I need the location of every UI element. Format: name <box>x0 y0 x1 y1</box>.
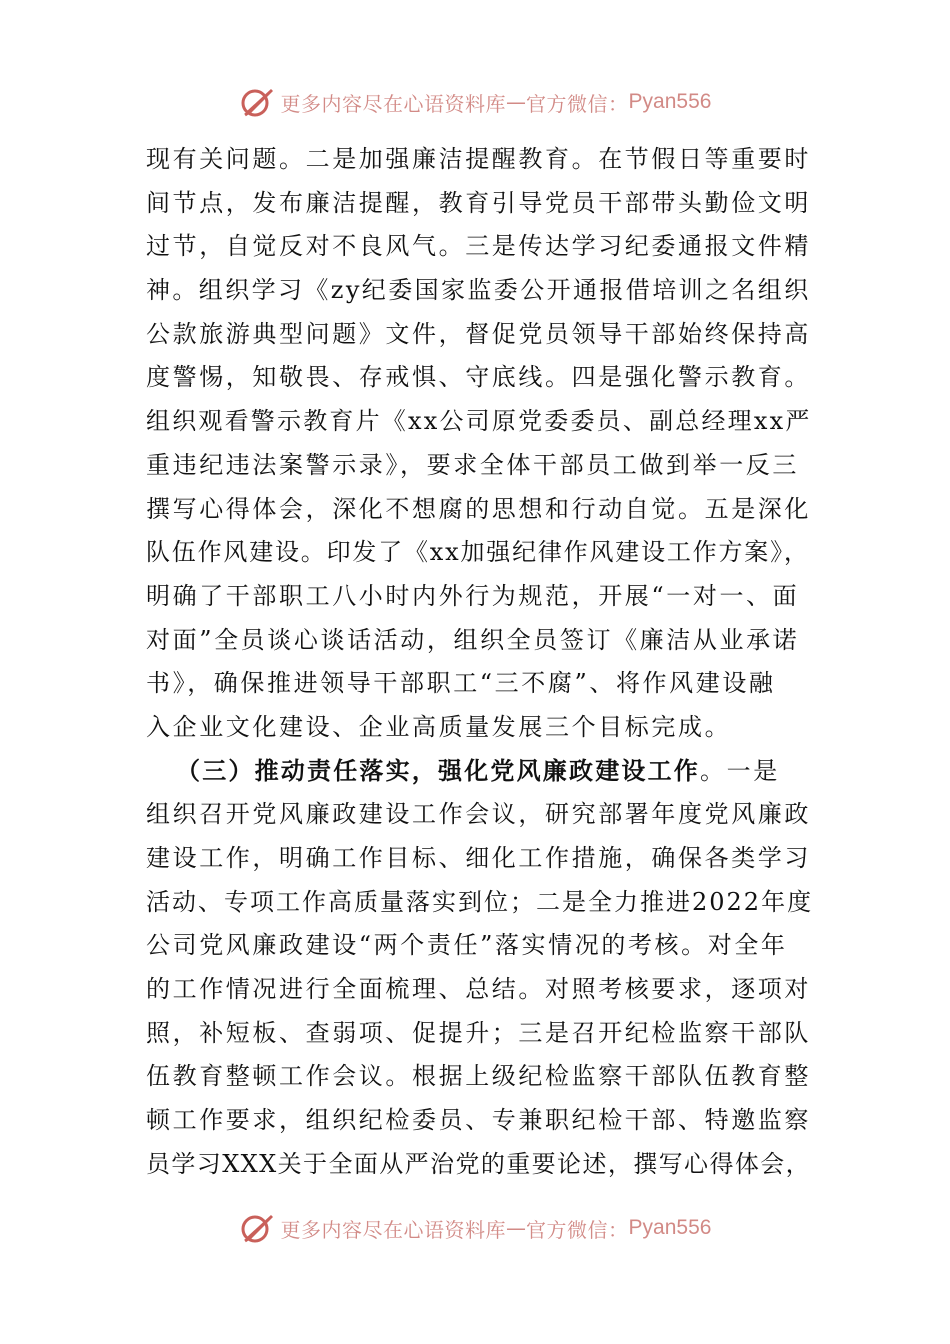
body-line: 组织召开党风廉政建设工作会议，研究部署年度党风廉政 <box>146 800 811 829</box>
body-line: 建设工作，明确工作目标、细化工作措施，确保各类学习 <box>146 844 811 872</box>
body-line: 入企业文化建设、企业高质量发展三个目标完成。 <box>146 712 732 741</box>
body-line: 度警惕，知敬畏、存戒惧、守底线。四是强化警示教育。 <box>146 363 811 392</box>
body-line: 组织观看警示教育片《xx公司原党委委员、副总经理xx严 <box>146 407 812 436</box>
body-line: 活动、专项工作高质量落实到位；二是全力推进2022年度 <box>146 887 814 916</box>
body-line: 照，补短板、查弱项、促提升；三是召开纪检监察干部队 <box>146 1018 811 1047</box>
footer-watermark <box>0 1208 950 1248</box>
body-line: 公司党风廉政建设“两个责任”落实情况的考核。对全年 <box>146 931 788 960</box>
header-watermark <box>0 82 950 122</box>
body-line: 队伍作风建设。印发了《xx加强纪律作风建设工作方案》， <box>146 538 810 567</box>
watermark-separator: — <box>506 90 527 114</box>
body-line: 公款旅游典型问题》文件，督促党员领导干部始终保持高 <box>146 319 811 348</box>
watermark-site-text: 更多内容尽在心语资料库 <box>280 91 507 116</box>
watermark-separator: — <box>506 1216 527 1240</box>
body-line: 重违纪违法案警示录》，要求全体干部员工做到举一反三 <box>146 450 799 479</box>
quill-logo-icon <box>239 85 277 119</box>
watermark-wechat-id: Pyan556 <box>628 1216 712 1239</box>
watermark-site-text: 更多内容尽在心语资料库 <box>280 1217 507 1242</box>
body-line: 伍教育整顿工作会议。根据上级纪检监察干部队伍教育整 <box>146 1062 811 1091</box>
watermark-wechat-id: Pyan556 <box>628 90 712 113</box>
body-line: 顿工作要求，组织纪检委员、专兼职纪检干部、特邀监察 <box>146 1106 811 1135</box>
body-line: 明确了干部职工八小时内外行为规范，开展“一对一、面 <box>146 581 800 610</box>
body-line: 书》，确保推进领导干部职工“三不腐”、将作风建设融 <box>146 669 776 698</box>
body-line: 现有关问题。二是加强廉洁提醒教育。在节假日等重要时 <box>146 145 811 173</box>
body-line: 撰写心得体会，深化不想腐的思想和行动自觉。五是深化 <box>146 494 811 523</box>
body-line: 间节点，发布廉洁提醒，教育引导党员干部带头勤俭文明 <box>146 188 811 217</box>
body-line: 对面”全员谈心谈话活动，组织全员签订《廉洁从业承诺 <box>146 625 800 654</box>
watermark-wechat-label: 官方微信： <box>526 1217 629 1242</box>
section-3-first-tail: 。一是 <box>700 756 780 785</box>
document-body <box>146 138 812 1187</box>
quill-logo-icon <box>239 1211 277 1245</box>
body-line: 过节，自觉反对不良风气。三是传达学习纪委通报文件精 <box>146 232 811 261</box>
section-3-first-line <box>146 750 812 794</box>
body-line: 神。组织学习《zy纪委国家监委公开通报借培训之名组织 <box>146 276 811 305</box>
watermark-wechat-label: 官方微信： <box>526 91 629 116</box>
section-3-heading: （三）推动责任落实，强化党风廉政建设工作 <box>176 756 700 785</box>
body-line: 的工作情况进行全面梳理、总结。对照考核要求，逐项对 <box>146 975 811 1004</box>
body-line: 员学习XXX关于全面从严治党的重要论述，撰写心得体会， <box>146 1149 812 1178</box>
